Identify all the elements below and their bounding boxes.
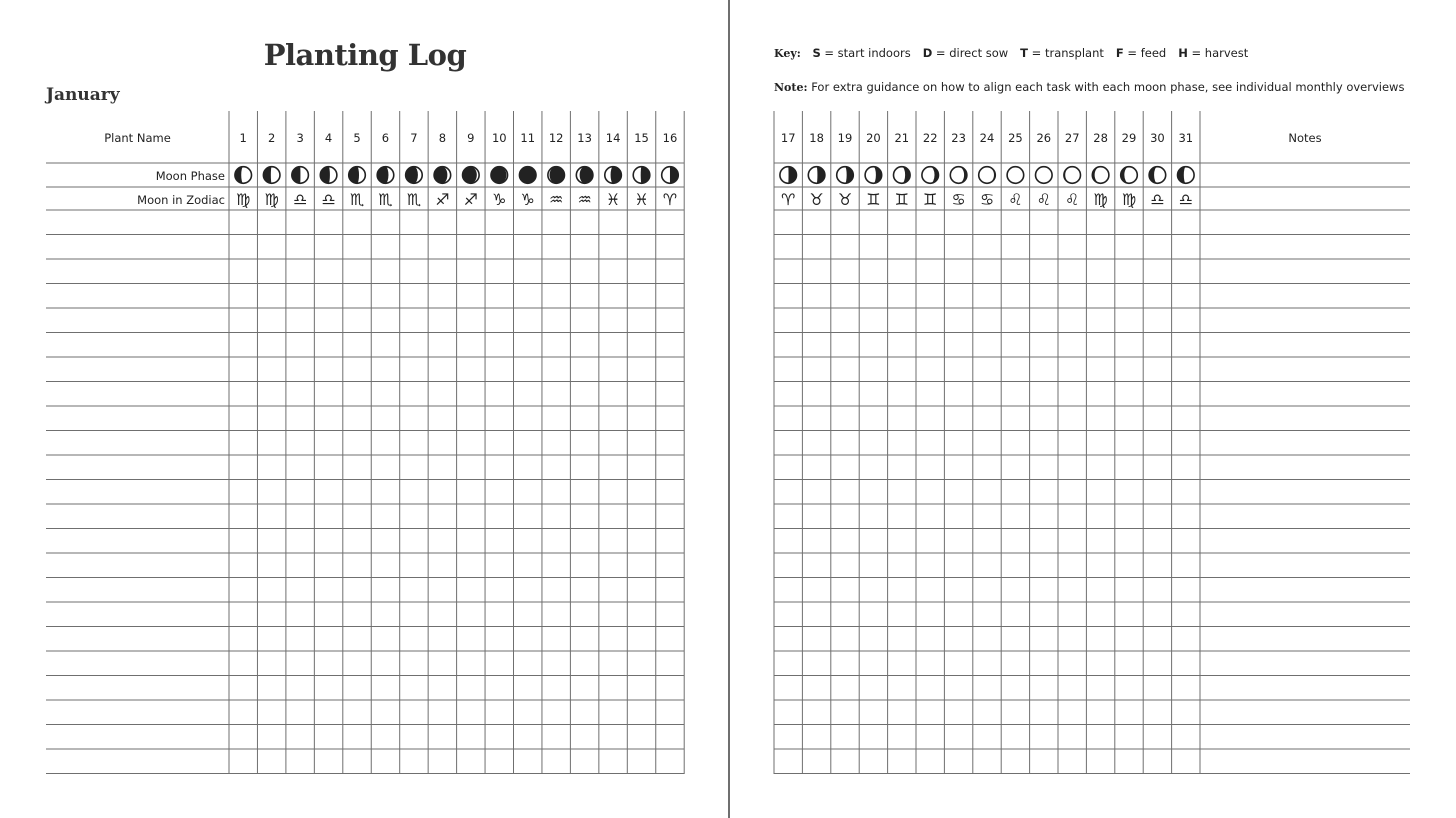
day-number: 25: [1008, 131, 1023, 145]
zodiac-glyph: ♈: [662, 190, 678, 209]
day-number: 29: [1121, 131, 1137, 145]
zodiac-glyph: ♌: [1065, 190, 1080, 209]
zodiac-glyph: ♓: [634, 190, 649, 209]
day-number: 16: [662, 131, 678, 145]
zodiac-glyph: ♎: [292, 190, 308, 209]
moon-phase-icon: [1036, 167, 1053, 184]
day-number: 8: [438, 131, 447, 145]
day-number: 20: [866, 131, 881, 145]
plant-name-header: Plant Name: [104, 131, 171, 145]
moon-shadow: [670, 167, 678, 184]
day-number: 21: [894, 131, 910, 145]
zodiac-glyph: ♋: [951, 190, 966, 209]
moon-phase-icon: [377, 167, 394, 184]
moon-phase-icon: [605, 167, 622, 184]
moon-phase-icon: [1064, 167, 1081, 184]
zodiac-glyph: ♌: [1036, 190, 1051, 209]
moon-phase-icon: [263, 167, 280, 184]
moon-phase-icon: [548, 167, 565, 184]
moon-phase-icon: [865, 167, 882, 184]
moon-phase-icon: [979, 167, 996, 184]
moon-phase-icon: [780, 167, 797, 184]
zodiac-glyph: ♓: [605, 190, 621, 209]
day-number: 14: [605, 131, 621, 145]
zodiac-glyph: ♎: [1178, 190, 1193, 209]
zodiac-glyph: ♐: [435, 190, 450, 209]
moon-phase-icon: [894, 167, 911, 184]
moon-shadow: [263, 167, 271, 184]
zodiac-glyph: ♊: [923, 190, 938, 209]
day-number: 18: [809, 131, 824, 145]
day-number: 28: [1093, 131, 1108, 145]
moon-phase-icon: [662, 167, 679, 184]
zodiac-glyph: ♎: [1150, 190, 1165, 209]
day-number: 23: [951, 131, 966, 145]
day-number: 7: [410, 131, 418, 145]
day-number: 31: [1178, 131, 1194, 145]
moon-phase-icon: [633, 167, 650, 184]
zodiac-glyph: ♏: [378, 190, 393, 209]
page-title: Planting Log: [263, 38, 467, 72]
moon-phase-icon: [576, 167, 593, 184]
moon-phase-icon: [349, 167, 366, 184]
moon-phase-icon: [808, 167, 825, 184]
moon-phase-icon: [1007, 167, 1024, 184]
zodiac-glyph: ♍: [264, 190, 279, 209]
moon-outline: [1007, 167, 1024, 184]
zodiac-glyph: ♋: [979, 190, 995, 209]
moon-phase-icon: [1121, 167, 1138, 184]
day-number: 27: [1064, 131, 1080, 145]
day-number: 10: [491, 131, 507, 145]
key-text: = harvest: [1187, 46, 1249, 60]
moon-phase-icon: [292, 167, 309, 184]
key-code: D: [922, 46, 933, 60]
day-number: 3: [296, 131, 304, 145]
moon-zodiac-label: Moon in Zodiac: [137, 193, 225, 207]
note-text: For extra guidance on how to align each task with each moon phase, see individual monthly overviews: [811, 80, 1405, 94]
day-number: 15: [634, 131, 649, 145]
day-number: 6: [381, 131, 390, 145]
day-number: 19: [837, 131, 853, 145]
moon-phase-icon: [519, 167, 536, 184]
day-number: 1: [239, 131, 247, 145]
moon-phase-icon: [235, 167, 252, 184]
notes-header: Notes: [1288, 131, 1322, 145]
moon-phase-icon: [1092, 167, 1109, 184]
key-code: F: [1115, 46, 1124, 60]
zodiac-glyph: ♎: [321, 190, 336, 209]
zodiac-glyph: ♍: [236, 190, 251, 209]
moon-phase-icon: [491, 167, 508, 184]
zodiac-glyph: ♒: [577, 190, 592, 209]
zodiac-glyph: ♍: [1093, 190, 1108, 209]
day-number: 11: [520, 131, 536, 145]
key-code: H: [1178, 46, 1188, 60]
moon-phase-icon: [1149, 167, 1166, 184]
key-text: = direct sow: [932, 46, 1009, 60]
moon-phase-icon: [1178, 167, 1195, 184]
moon-phase-icon: [406, 167, 423, 184]
moon-shadow: [817, 167, 825, 184]
zodiac-glyph: ♉: [837, 190, 853, 209]
day-number: 2: [268, 131, 276, 145]
month-label: January: [46, 85, 120, 105]
key-code: S: [812, 46, 821, 60]
key-code: T: [1020, 46, 1029, 60]
day-number: 12: [548, 131, 564, 145]
day-number: 22: [922, 131, 938, 145]
zodiac-glyph: ♏: [406, 190, 422, 209]
zodiac-glyph: ♒: [549, 190, 564, 209]
moon-phase-icon: [463, 167, 480, 184]
zodiac-glyph: ♐: [463, 190, 478, 209]
key-label: Key:: [774, 47, 801, 60]
moon-shadow: [519, 167, 536, 184]
zodiac-glyph: ♊: [894, 190, 909, 209]
day-number: 26: [1036, 131, 1052, 145]
moon-phase-icon: [837, 167, 854, 184]
day-number: 5: [353, 131, 361, 145]
moon-phase-icon: [434, 167, 451, 184]
zodiac-glyph: ♏: [349, 190, 365, 209]
key-text: = transplant: [1028, 46, 1104, 60]
zodiac-glyph: ♍: [1121, 190, 1137, 209]
key-text: = feed: [1123, 46, 1167, 60]
zodiac-glyph: ♈: [781, 190, 796, 209]
moon-shadow: [788, 167, 796, 184]
moon-phase-label: Moon Phase: [155, 169, 225, 183]
day-number: 9: [467, 131, 475, 145]
moon-shadow: [292, 167, 301, 184]
note-label: Note:: [774, 81, 808, 94]
day-number: 30: [1150, 131, 1165, 145]
zodiac-glyph: ♊: [866, 190, 881, 209]
zodiac-glyph: ♑: [492, 190, 507, 209]
day-number: 24: [979, 131, 995, 145]
moon-phase-icon: [320, 167, 337, 184]
moon-phase-icon: [950, 167, 967, 184]
moon-phase-icon: [922, 167, 939, 184]
key-text: = start indoors: [820, 46, 911, 60]
day-number: 13: [577, 131, 592, 145]
day-number: 17: [780, 131, 796, 145]
zodiac-glyph: ♌: [1008, 190, 1023, 209]
zodiac-glyph: ♑: [520, 190, 535, 209]
zodiac-glyph: ♉: [809, 190, 824, 209]
day-number: 4: [324, 131, 333, 145]
